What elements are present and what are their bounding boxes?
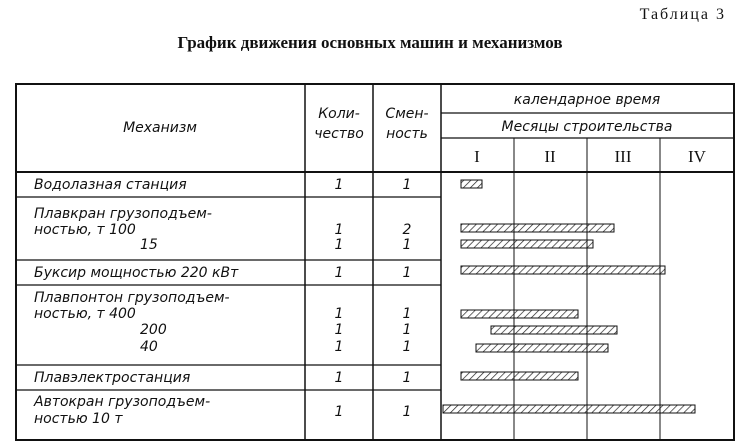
quantity-value: 1 <box>334 370 344 386</box>
shift-value: 1 <box>402 265 412 281</box>
schedule-bar <box>476 344 608 352</box>
quantity-value: 1 <box>334 322 344 338</box>
schedule-bar <box>461 310 578 318</box>
header-calendar: календарное время <box>513 92 661 108</box>
mechanism-text: Плавпонтон грузоподъем- <box>34 290 230 306</box>
schedule-bar <box>491 326 617 334</box>
month-3-label: III <box>614 147 632 166</box>
header-shift-line2: ность <box>386 126 428 142</box>
schedule-bar <box>461 180 482 188</box>
quantity-value: 1 <box>334 404 344 420</box>
month-1-label: I <box>474 147 480 166</box>
shift-value: 1 <box>402 237 412 253</box>
shift-value: 1 <box>402 306 412 322</box>
schedule-bar <box>443 405 695 413</box>
mechanism-text: 15 <box>140 237 158 253</box>
schedule-bar <box>461 240 593 248</box>
header-shift-line1: Смен- <box>385 106 429 122</box>
month-4-label: IV <box>688 147 706 166</box>
mechanism-text: ностью 10 т <box>34 411 123 427</box>
schedule-bar <box>461 224 614 232</box>
quantity-value: 1 <box>334 306 344 322</box>
shift-value: 2 <box>402 222 412 238</box>
month-2-label: II <box>544 147 556 166</box>
mechanism-text: Плавэлектростанция <box>34 370 191 386</box>
mechanism-text: 40 <box>140 339 158 355</box>
header-quantity-line2: чество <box>314 126 364 142</box>
mechanism-text: ностью, т 400 <box>34 306 136 322</box>
quantity-value: 1 <box>334 222 344 238</box>
quantity-value: 1 <box>334 237 344 253</box>
mechanism-text: Водолазная станция <box>34 177 187 193</box>
table-number: Таблица 3 <box>639 6 726 23</box>
shift-value: 1 <box>402 339 412 355</box>
table-title: График движения основных машин и механизмов <box>177 33 563 52</box>
mechanism-text: 200 <box>140 322 167 338</box>
mechanism-text: Буксир мощностью 220 кВт <box>34 265 239 281</box>
quantity-value: 1 <box>334 339 344 355</box>
shift-value: 1 <box>402 370 412 386</box>
header-months: Месяцы строительства <box>501 119 673 135</box>
mechanism-text: Автокран грузоподъем- <box>34 394 211 410</box>
quantity-value: 1 <box>334 177 344 193</box>
shift-value: 1 <box>402 177 412 193</box>
header-mechanism: Механизм <box>123 120 197 136</box>
mechanism-text: Плавкран грузоподъем- <box>34 206 212 222</box>
schedule-bar <box>461 372 578 380</box>
schedule-bar <box>461 266 665 274</box>
shift-value: 1 <box>402 322 412 338</box>
quantity-value: 1 <box>334 265 344 281</box>
header-quantity-line1: Коли- <box>318 106 360 122</box>
mechanism-text: ностью, т 100 <box>34 222 136 238</box>
shift-value: 1 <box>402 404 412 420</box>
table-grid <box>16 84 734 440</box>
